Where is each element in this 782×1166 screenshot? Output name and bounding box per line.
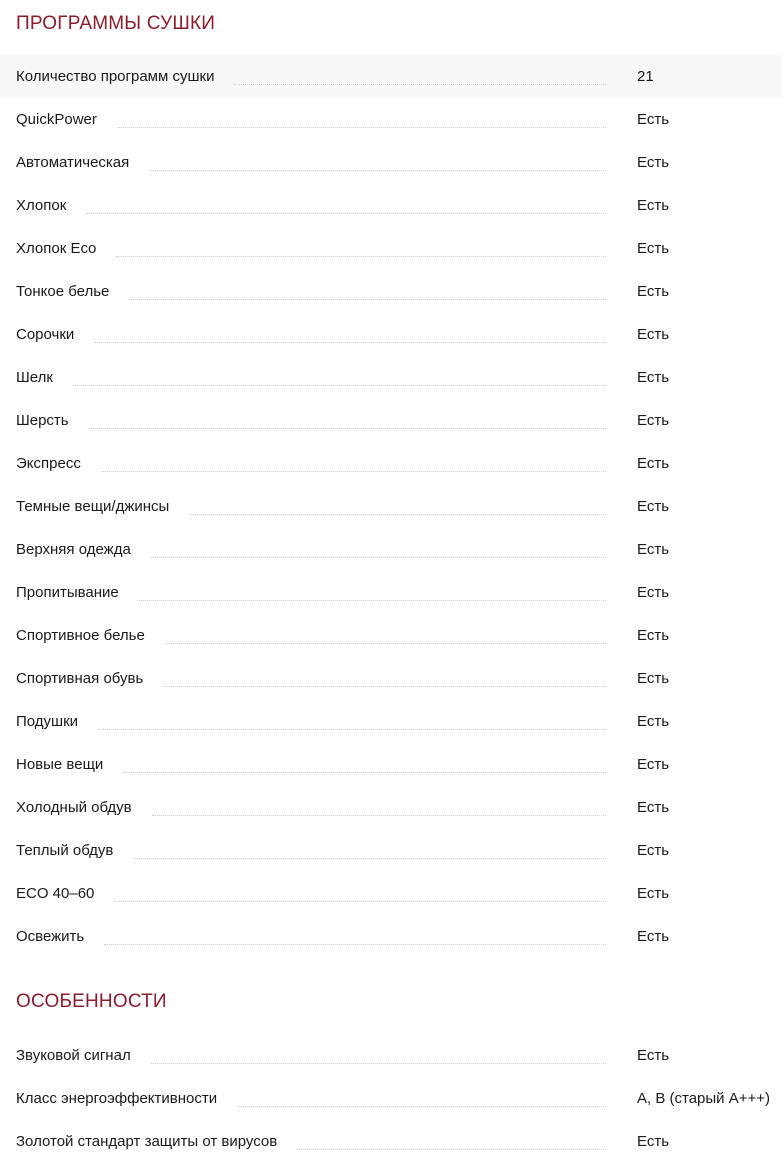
spec-row-new-items <box>0 743 782 786</box>
spec-label: Экспресс <box>16 454 81 472</box>
spec-label-cell <box>0 498 606 516</box>
spec-value: Есть <box>637 282 670 300</box>
spec-label-cell <box>0 1133 606 1151</box>
spec-label-cell <box>0 1047 606 1065</box>
spec-value: Есть <box>637 540 670 558</box>
spec-label: Золотой стандарт защиты от вирусов <box>16 1132 278 1150</box>
dotted-leader <box>129 298 606 300</box>
spec-label: Класс энергоэффективности <box>16 1089 218 1107</box>
spec-value: Есть <box>637 626 670 644</box>
spec-label-cell <box>0 455 606 473</box>
spec-label: Верхняя одежда <box>16 540 131 558</box>
spec-label-cell <box>0 928 606 946</box>
spec-value: Есть <box>637 497 670 515</box>
section-title-drying-programs: ПРОГРАММЫ СУШКИ <box>16 13 216 34</box>
spec-value: Есть <box>637 927 670 945</box>
spec-label: Освежить <box>16 927 85 945</box>
spec-label: Холодный обдув <box>16 798 132 816</box>
spec-value: A, B (старый A+++) <box>637 1089 771 1107</box>
dotted-leader <box>123 771 606 773</box>
spec-label-cell <box>0 670 606 688</box>
spec-label: Темные вещи/джинсы <box>16 497 170 515</box>
spec-label-cell <box>0 154 606 172</box>
spec-row-quickpower <box>0 98 782 141</box>
dotted-leader <box>237 1105 606 1107</box>
spec-value: Есть <box>637 411 670 429</box>
spec-row-silk <box>0 356 782 399</box>
spec-value: Есть <box>637 884 670 902</box>
dotted-leader <box>165 642 606 644</box>
spec-label-cell <box>0 541 606 559</box>
spec-value: Есть <box>637 669 670 687</box>
spec-label-cell <box>0 584 606 602</box>
spec-label-cell <box>0 713 606 731</box>
spec-label-cell <box>0 240 606 258</box>
dotted-leader <box>117 126 606 128</box>
dotted-leader <box>101 470 606 472</box>
dotted-leader <box>189 513 606 515</box>
spec-value: Есть <box>637 196 670 214</box>
section-title-features: ОСОБЕННОСТИ <box>16 991 167 1012</box>
dotted-leader <box>297 1148 606 1150</box>
spec-label: Количество программ сушки <box>16 67 215 85</box>
spec-row-energy-class <box>0 1077 782 1120</box>
dotted-leader <box>104 943 606 945</box>
spec-row-pillows <box>0 700 782 743</box>
spec-row-sound-signal <box>0 1034 782 1077</box>
spec-value: Есть <box>637 153 670 171</box>
spec-row-cotton <box>0 184 782 227</box>
spec-row-eco-40-60 <box>0 872 782 915</box>
spec-value: Есть <box>637 368 670 386</box>
dotted-leader <box>151 556 606 558</box>
spec-row-dark-jeans <box>0 485 782 528</box>
spec-row-program-count <box>0 55 782 98</box>
spec-label: Тонкое белье <box>16 282 110 300</box>
dotted-leader <box>116 255 606 257</box>
spec-value: Есть <box>637 583 670 601</box>
spec-label: Подушки <box>16 712 79 730</box>
spec-label-cell <box>0 197 606 215</box>
spec-label: Спортивное белье <box>16 626 145 644</box>
spec-value: Есть <box>637 755 670 773</box>
spec-label: Шерсть <box>16 411 69 429</box>
spec-list-features <box>0 1034 782 1163</box>
spec-label: Звуковой сигнал <box>16 1046 131 1064</box>
spec-value: Есть <box>637 841 670 859</box>
spec-value: Есть <box>637 1132 670 1150</box>
spec-label: Новые вещи <box>16 755 104 773</box>
spec-value: Есть <box>637 712 670 730</box>
spec-value: Есть <box>637 239 670 257</box>
spec-label-cell <box>0 842 606 860</box>
spec-row-virus-protection <box>0 1120 782 1163</box>
spec-row-sport-shoes <box>0 657 782 700</box>
spec-value: 21 <box>637 67 654 85</box>
dotted-leader <box>139 599 606 601</box>
spec-label: Спортивная обувь <box>16 669 144 687</box>
spec-row-sportswear <box>0 614 782 657</box>
spec-value: Есть <box>637 454 670 472</box>
spec-row-outerwear <box>0 528 782 571</box>
spec-label-cell <box>0 369 606 387</box>
spec-label: Шелк <box>16 368 53 386</box>
dotted-leader <box>73 384 606 386</box>
dotted-leader <box>94 341 606 343</box>
spec-row-wool <box>0 399 782 442</box>
spec-label-cell <box>0 111 606 129</box>
spec-label-cell <box>0 756 606 774</box>
dotted-leader <box>234 83 606 85</box>
spec-label-cell <box>0 799 606 817</box>
spec-label: Теплый обдув <box>16 841 114 859</box>
spec-row-express <box>0 442 782 485</box>
spec-label: Пропитывание <box>16 583 119 601</box>
dotted-leader <box>149 169 606 171</box>
spec-row-shirts <box>0 313 782 356</box>
spec-value: Есть <box>637 798 670 816</box>
spec-list-drying-programs <box>0 55 782 958</box>
dotted-leader <box>114 900 606 902</box>
spec-row-delicates <box>0 270 782 313</box>
dotted-leader <box>152 814 606 816</box>
spec-label-cell <box>0 326 606 344</box>
spec-label: QuickPower <box>16 110 97 128</box>
spec-label-cell <box>0 885 606 903</box>
spec-label: Хлопок <box>16 196 67 214</box>
spec-label-cell <box>0 412 606 430</box>
spec-value: Есть <box>637 1046 670 1064</box>
dotted-leader <box>151 1062 606 1064</box>
dotted-leader <box>89 427 606 429</box>
dotted-leader <box>163 685 606 687</box>
spec-label: ECO 40–60 <box>16 884 95 902</box>
spec-row-cold-air <box>0 786 782 829</box>
spec-label: Сорочки <box>16 325 75 343</box>
spec-row-warm-air <box>0 829 782 872</box>
dotted-leader <box>133 857 606 859</box>
spec-label-cell <box>0 283 606 301</box>
spec-value: Есть <box>637 110 670 128</box>
spec-label-cell <box>0 68 606 86</box>
dotted-leader <box>98 728 606 730</box>
spec-value: Есть <box>637 325 670 343</box>
spec-label: Автоматическая <box>16 153 130 171</box>
spec-label-cell <box>0 627 606 645</box>
dotted-leader <box>86 212 606 214</box>
spec-label-cell <box>0 1090 606 1108</box>
spec-row-automatic <box>0 141 782 184</box>
spec-row-refresh <box>0 915 782 958</box>
spec-label: Хлопок Eco <box>16 239 97 257</box>
spec-row-impregnation <box>0 571 782 614</box>
spec-row-cotton-eco <box>0 227 782 270</box>
